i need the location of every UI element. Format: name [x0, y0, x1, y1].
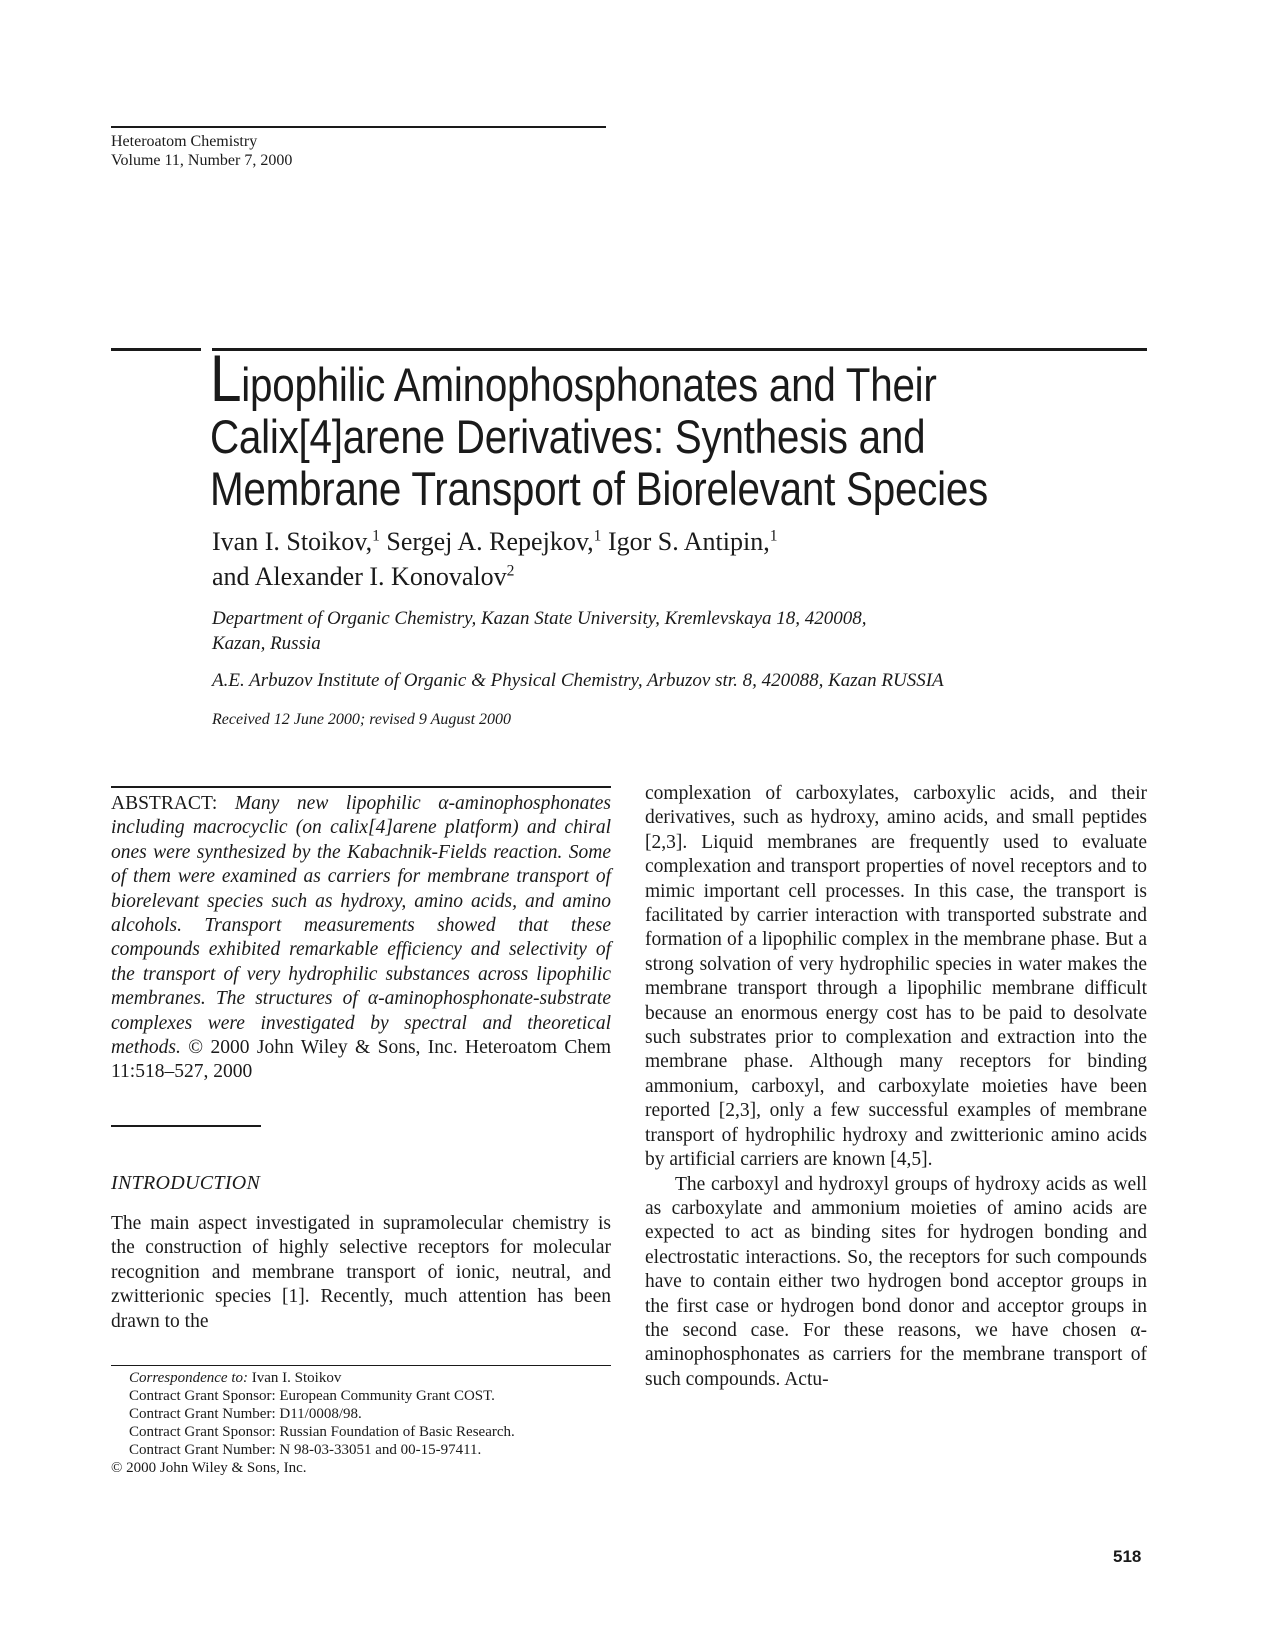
correspondence-name: Ivan I. Stoikov: [251, 1370, 342, 1386]
journal-name: Heteroatom Chemistry: [111, 133, 258, 150]
authors-line-2: [212, 559, 1162, 594]
author-3-affil: 1: [769, 527, 778, 545]
title-line-3: Membrane Transport of Biorelevant Species: [210, 462, 989, 515]
section-heading-introduction: INTRODUCTION: [111, 1172, 261, 1194]
footnotes: [111, 1365, 611, 1477]
author-1-affil: 1: [372, 527, 380, 545]
author-2-affil: 1: [593, 527, 602, 545]
footnote-number-2: Contract Grant Number: N 98-03-33051 and 00-15-97411.: [129, 1442, 482, 1458]
author-3: Igor S. Antipin,: [601, 527, 770, 556]
authors-line-1: [212, 524, 1162, 559]
article-title: [210, 341, 1027, 515]
page-number: 518: [1113, 1547, 1142, 1566]
abstract-label: ABSTRACT:: [111, 793, 218, 814]
abstract-body: Many new lipophilic α-aminophosphonates including macrocyclic (on calix[4]arene platform) and chiral ones were synthesized by the Kabachnik-Fields reaction. Some of them were examined as carriers for membrane transport of biorelevant species such as hydroxy, amino acids, and amino alcohols. Transport measurements showed that these compounds exhibited remarkable efficiency and selectivity of the transport of very hydrophilic substances across lipophilic membranes. The structures of α-aminophosphonate-substrate complexes were investigated by spectral and theoretical methods.: [111, 793, 611, 1059]
author-4-affil: 2: [506, 562, 515, 580]
footnote-sponsor-2: Contract Grant Sponsor: Russian Foundation of Basic Research.: [129, 1424, 515, 1440]
footnote-number-1: Contract Grant Number: D11/0008/98.: [129, 1406, 362, 1422]
title-rule-left: [111, 348, 201, 351]
affiliation-2: A.E. Arbuzov Institute of Organic & Physical Chemistry, Arbuzov str. 8, 420088, Kazan RUSSIA: [212, 670, 944, 691]
affiliation-1-line-1: Department of Organic Chemistry, Kazan State University, Kremlevskaya 18, 420008,: [212, 608, 867, 629]
abstract-end-rule: [111, 1125, 261, 1127]
journal-volume: Volume 11, Number 7, 2000: [111, 152, 293, 169]
author-2: Sergej A. Repejkov,: [379, 527, 594, 556]
footnote-copyright: © 2000 John Wiley & Sons, Inc.: [111, 1460, 307, 1476]
authors: [212, 524, 1162, 594]
abstract: [111, 786, 611, 1085]
footnote-sponsor-1: Contract Grant Sponsor: European Community Grant COST.: [129, 1388, 495, 1404]
affiliation-1: [212, 606, 1112, 656]
received-dates: Received 12 June 2000; revised 9 August 2000: [212, 711, 512, 728]
author-4: and Alexander I. Konovalov: [212, 562, 507, 591]
title-drop-initial: L: [210, 341, 242, 415]
title-line-1: [210, 341, 1027, 415]
title-rule-right: [212, 348, 1147, 351]
abstract-citation: © 2000 John Wiley & Sons, Inc. Heteroatom Chem 11:518–527, 2000: [111, 1037, 612, 1083]
right-paragraph-1: complexation of carboxylates, carboxylic acids, and their derivatives, such as hydroxy, amino acids, and small peptides [2,3]. Liquid membranes are frequently used to evaluate complexation and transport properties of novel receptors and to mimic important cell processes. In this case, the transport is facilitated by carrier interaction with transported substrate and formation of a lipophilic complex in the membrane phase. But a strong solvation of very hydrophilic species in water makes the membrane transport through a lipophilic membrane difficult because an enormous energy cost has to be paid to desolvate such substrates prior to complexation and extraction into the membrane phase. Although many receptors for binding ammonium, carboxyl, and carboxylate moieties have been reported [2,3], only a few successful examples of membrane transport of hydrophilic hydroxy and zwitterionic amino acids by artificial carriers are known [4,5].: [645, 783, 1147, 1171]
affiliation-1-line-2: Kazan, Russia: [212, 633, 321, 654]
right-column: [645, 782, 1147, 1392]
correspondence-label: Correspondence to:: [129, 1370, 249, 1386]
right-paragraph-2: The carboxyl and hydroxyl groups of hydroxy acids as well as carboxylate and ammonium moieties of amino acids are expected to act as binding sites for hydrogen bonding and electrostatic interactions. So, the receptors for such compounds have to contain either two hydrogen bond acceptor groups in the first case or hydrogen bond donor and acceptor groups in the second case. For these reasons, we have chosen α-aminophosphonates as carriers for the membrane transport of such compounds. Actu-: [645, 1173, 1147, 1390]
author-1: Ivan I. Stoikov,: [212, 527, 373, 556]
footnote-correspondence: [111, 1369, 611, 1387]
introduction-paragraph: The main aspect investigated in supramolecular chemistry is the construction of highly selective receptors for molecular recognition and membrane transport of ionic, neutral, and zwitterionic species [1]. Recently, much attention has been drawn to the: [111, 1213, 611, 1332]
title-line-1-text: ipophilic Aminophosphonates and Their: [241, 358, 937, 411]
journal-header: [111, 126, 606, 170]
title-line-2: Calix[4]arene Derivatives: Synthesis and: [210, 410, 926, 463]
